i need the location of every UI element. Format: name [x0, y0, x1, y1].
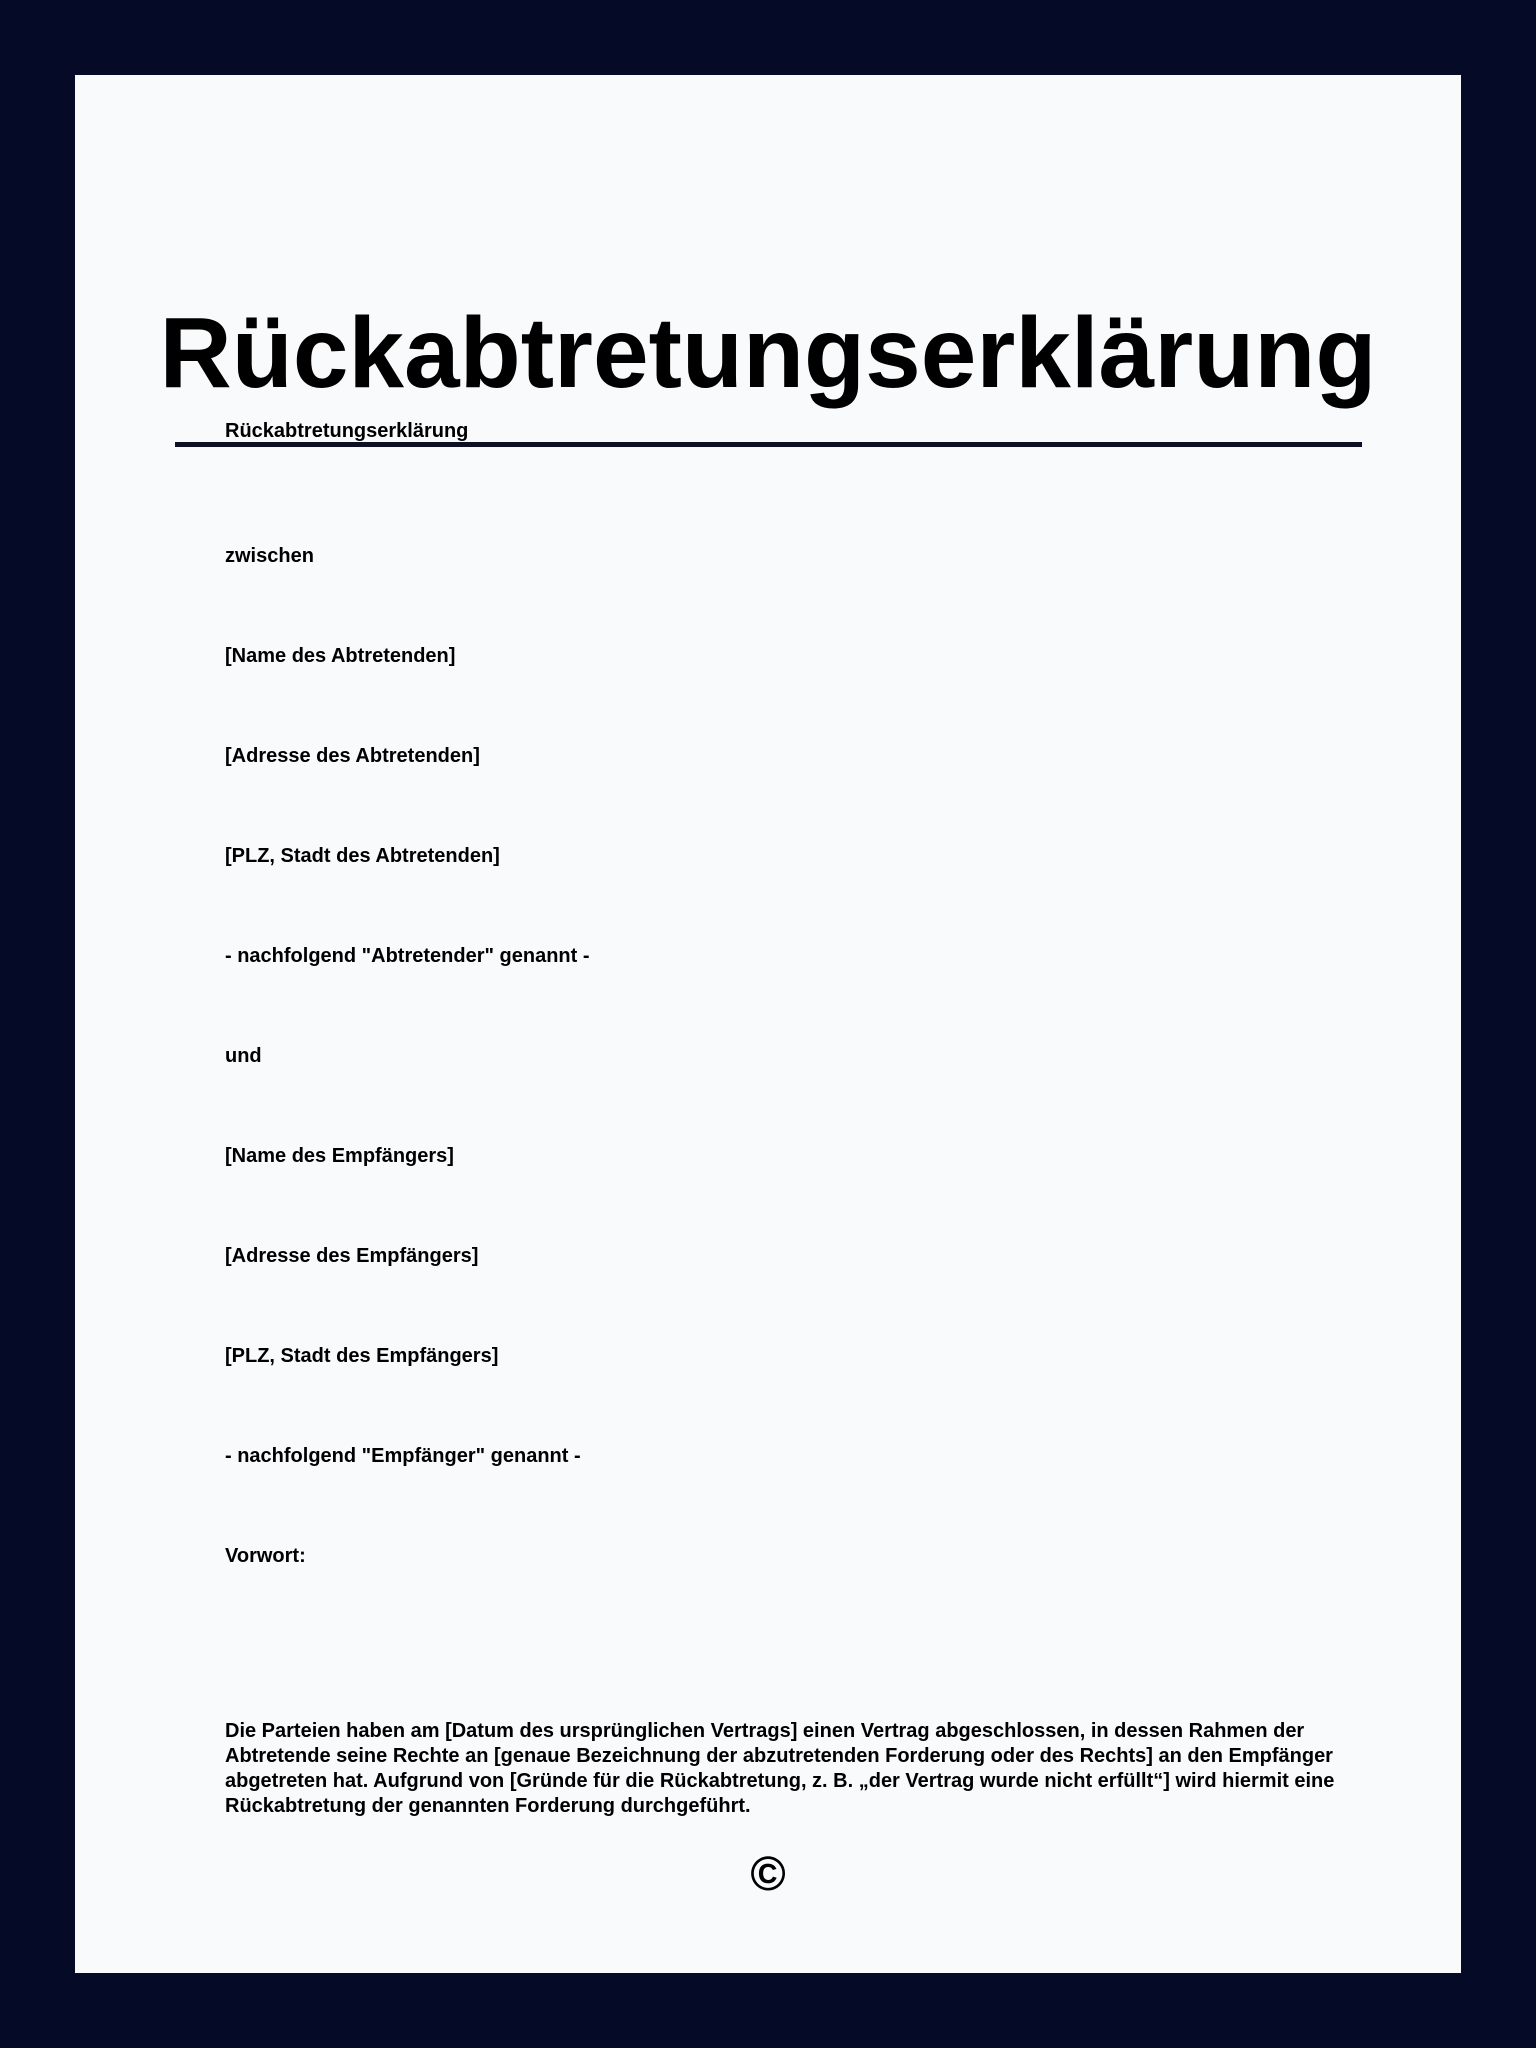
document-title: Rückabtretungserklärung	[159, 297, 1377, 409]
subtitle: Rückabtretungserklärung	[225, 420, 469, 442]
text-und: und	[225, 1045, 262, 1067]
text-zwischen: zwischen	[225, 545, 314, 567]
recipient-name: [Name des Empfängers]	[225, 1145, 454, 1167]
document-page	[75, 75, 1461, 1973]
assignor-designation: - nachfolgend "Abtretender" genannt -	[225, 945, 590, 967]
preface-paragraph: Die Parteien haben am [Datum des ursprünglichen Vertrags] einen Vertrag abgeschlossen, in dessen Rahmen der Abtretende seine Rechte an [genaue Bezeichnung der abzutretenden Forderung oder des Rechts] an den Empfänger abgetreten hat. Aufgrund von [Gründe für die Rückabtretung, z. B. „der Vertrag wurde nicht erfüllt“] wird hiermit eine Rückabtretung der genannten Forderung durchgeführt.	[225, 1720, 1335, 1817]
preface-heading: Vorwort:	[225, 1545, 306, 1567]
recipient-designation: - nachfolgend "Empfänger" genannt -	[225, 1445, 581, 1467]
assignor-name: [Name des Abtretenden]	[225, 645, 456, 667]
recipient-city: [PLZ, Stadt des Empfängers]	[225, 1345, 499, 1367]
assignor-city: [PLZ, Stadt des Abtretenden]	[225, 845, 500, 867]
recipient-address: [Adresse des Empfängers]	[225, 1245, 479, 1267]
copyright-icon: ©	[750, 1848, 786, 1901]
assignor-address: [Adresse des Abtretenden]	[225, 745, 480, 767]
